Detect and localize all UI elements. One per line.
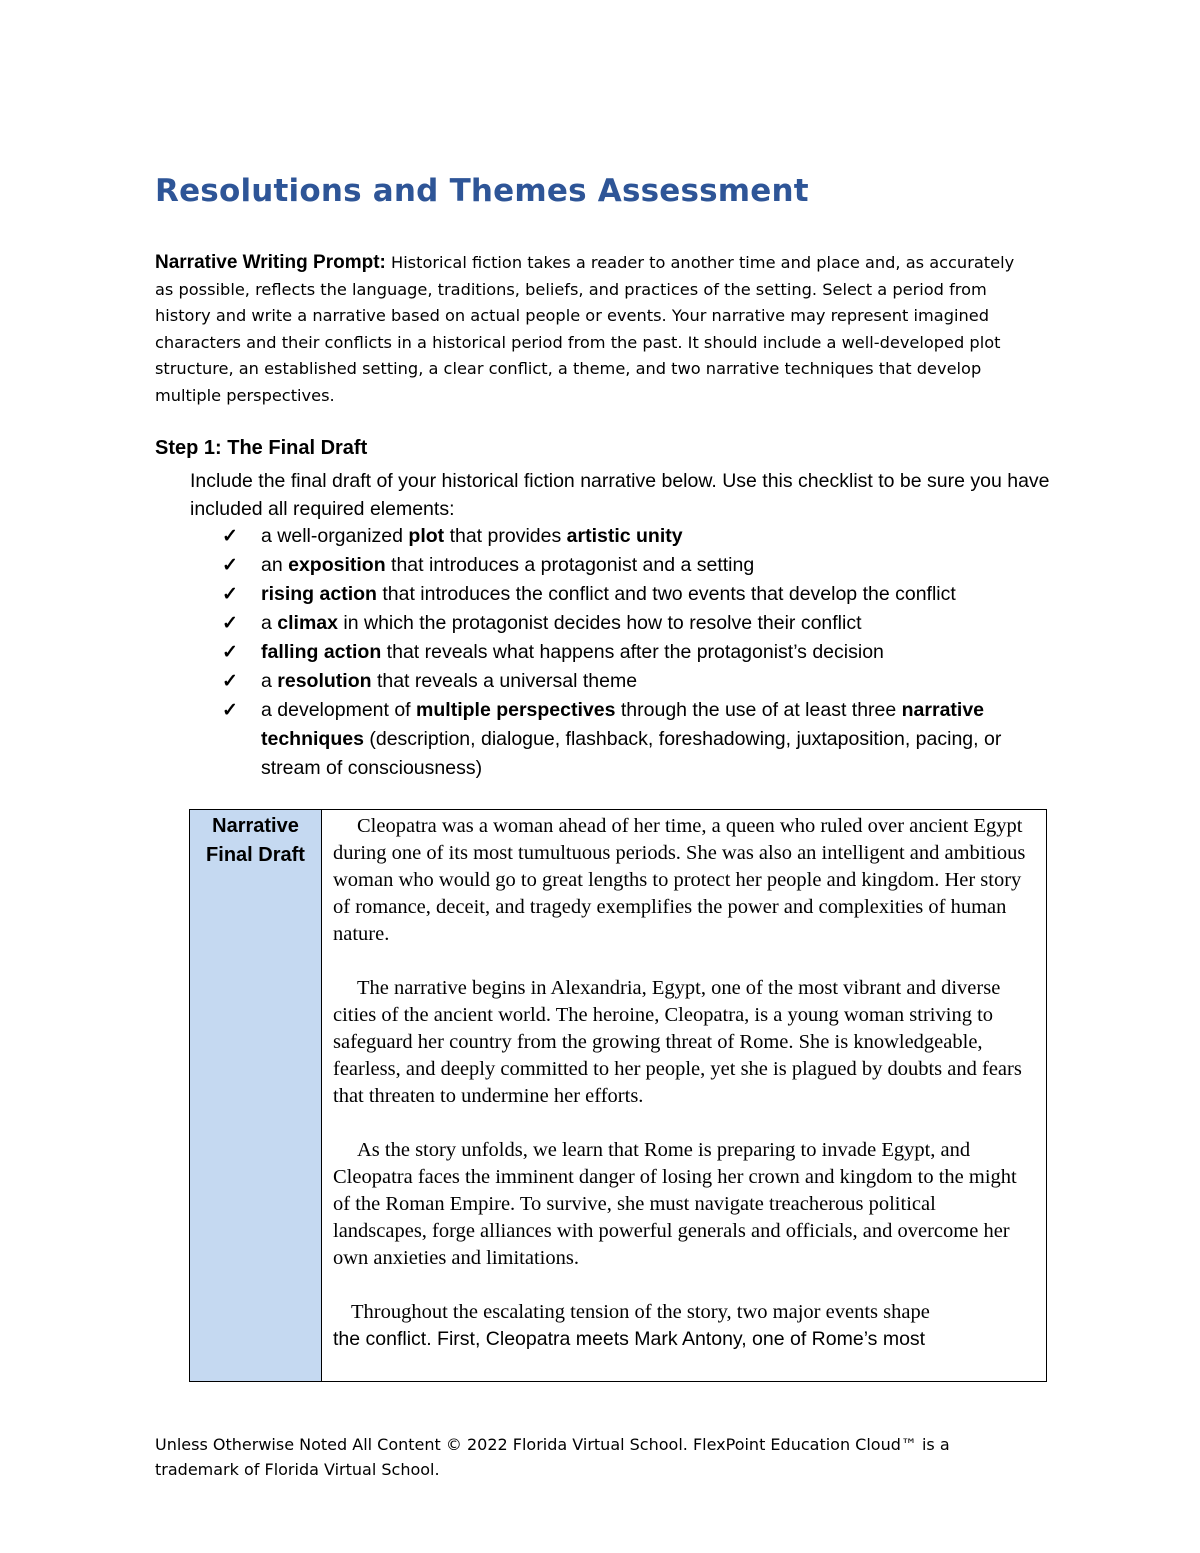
checklist-item: ✓ a climax in which the protagonist decides how to resolve their conflict (222, 609, 1062, 638)
draft-label-cell (190, 810, 322, 1381)
page-title: Resolutions and Themes Assessment (155, 173, 809, 209)
copyright-footer: Unless Otherwise Noted All Content © 2022 Florida Virtual School. FlexPoint Education Cloud™ is a trademark of Florida Virtual School. (155, 1435, 950, 1479)
writing-prompt (155, 250, 1035, 410)
checkmark-icon: ✓ (222, 642, 238, 663)
checklist-item: ✓ a development of multiple perspectives through the use of at least three narrative techniques (description, dialogue, flashback, foreshadowing, juxtaposition, pacing, or stream of consciousness) (222, 696, 1062, 783)
step-heading: Step 1: The Final Draft (155, 437, 368, 459)
prompt-label: Narrative Writing Prompt: (155, 252, 386, 273)
checklist-item: ✓ an exposition that introduces a protagonist and a setting (222, 551, 1062, 580)
requirements-checklist (222, 522, 1062, 783)
draft-paragraph: Cleopatra was a woman ahead of her time, a queen who ruled over ancient Egypt during one of its most tumultuous periods. She was also an intelligent and ambitious woman who would go to great lengths to protect her people and kingdom. Her story of romance, deceit, and tragedy exemplifies the power and complexities of human nature. (333, 815, 1026, 945)
checklist-item: ✓ a resolution that reveals a universal theme (222, 667, 1062, 696)
draft-paragraph (333, 1299, 1033, 1353)
checklist-item: ✓ rising action that introduces the conflict and two events that develop the conflict (222, 580, 1062, 609)
checkmark-icon: ✓ (222, 555, 238, 576)
step-intro: Include the final draft of your historical fiction narrative below. Use this checklist to be sure you have included all required elements: (190, 470, 1050, 520)
draft-text-cell (333, 813, 1033, 1353)
checkmark-icon: ✓ (222, 584, 238, 605)
draft-paragraph-start: Throughout the escalating tension of the story, two major events shape (351, 1301, 930, 1323)
prompt-text: Historical fiction takes a reader to another time and place and, as accurately as possible, reflects the language, traditions, beliefs, and practices of the setting. Select a period from history and write a narrative based on actual people or events. Your narrative may represent imagined characters and their conflicts in a historical period from the past. It should include a well-developed plot structure, an established setting, a clear conflict, a theme, and two narrative techniques that develop multiple perspectives. (155, 253, 1015, 405)
draft-label-line: Final Draft (206, 844, 305, 866)
checklist-item: ✓ a well-organized plot that provides artistic unity (222, 522, 1062, 551)
checkmark-icon: ✓ (222, 700, 238, 721)
final-draft-table (189, 809, 1047, 1382)
draft-label-line: Narrative (212, 815, 299, 837)
draft-paragraph: The narrative begins in Alexandria, Egypt, one of the most vibrant and diverse cities of the ancient world. The heroine, Cleopatra, is a young woman striving to safeguard her country from the growing threat of Rome. She is knowledgeable, fearless, and deeply committed to her people, yet she is plagued by doubts and fears that threaten to undermine her efforts. (333, 977, 1022, 1107)
checkmark-icon: ✓ (222, 613, 238, 634)
checkmark-icon: ✓ (222, 671, 238, 692)
checklist-item: ✓ falling action that reveals what happens after the protagonist’s decision (222, 638, 1062, 667)
draft-paragraph: As the story unfolds, we learn that Rome is preparing to invade Egypt, and Cleopatra faces the imminent danger of losing her crown and kingdom to the might of the Roman Empire. To survive, she must navigate treacherous political landscapes, forge alliances with powerful generals and officials, and overcome her own anxieties and limitations. (333, 1139, 1017, 1269)
checkmark-icon: ✓ (222, 526, 238, 547)
draft-paragraph-tail: the conflict. First, Cleopatra meets Mark Antony, one of Rome’s most (333, 1328, 926, 1350)
